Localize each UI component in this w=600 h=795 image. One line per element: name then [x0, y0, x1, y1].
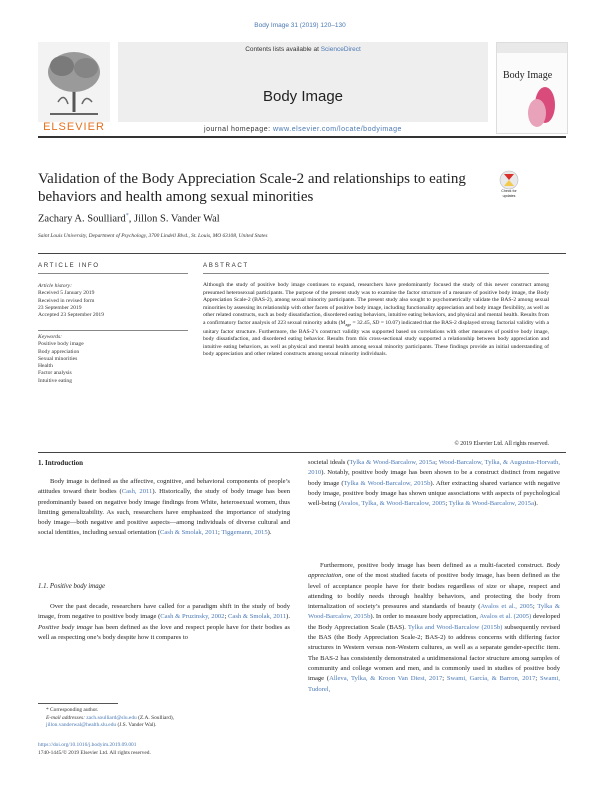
citation-link[interactable]: Tylka & Wood-Barcalow, 2015a — [349, 459, 436, 466]
journal-header-box — [118, 42, 488, 122]
citation-link[interactable]: Avalos, Tylka, & Wood-Barcalow, 2005 — [340, 500, 446, 508]
abstract-part: = 32.45, — [351, 319, 373, 326]
citation-link[interactable]: Tylka & Wood-Barcalow, 2015a — [448, 500, 535, 508]
citation-link[interactable]: Alleva, Tylka, & Kroon Van Diest, 2017 — [329, 675, 443, 683]
email-line-2 — [38, 722, 298, 730]
text: Body image is defined as the affective, cognitive, and behavioral components of people’s attitudes toward their bodies ( — [38, 478, 290, 496]
history-item: Received in revised form — [38, 297, 95, 304]
text: ). After extracting shared variance with negative body image, positive body image has shown unique associations with aspects of psychological well-being ( — [308, 479, 560, 508]
email-name-1: (Z.A. Soulliard), — [136, 714, 174, 721]
author-separator: , — [128, 213, 135, 225]
email-label: E-mail addresses: — [46, 714, 87, 721]
text: ). Historically, the study of body image has been predominantly based on negative body image findings from White, heterosexual women, thus limiting generalizability. As such, researchers have emphasized the importance of studying body image—both negative and positive aspects—among individuals of diverse cultural and social identities, including sexual orientation ( — [38, 488, 290, 537]
author-2: Jillon S. Vander Wal — [134, 213, 220, 225]
text: , one of the most studied facets of positive body image, has been defined as the level of acceptance people have for their bodies regardless of size or shape, respect and attending to bodily needs through healthy behaviors, and protecting the body from internalization of society’s pressures and standards of beauty ( — [308, 572, 560, 611]
corresponding-note: * Corresponding author. — [46, 707, 99, 713]
history-item: Accepted 23 September 2019 — [38, 312, 105, 319]
author-list — [38, 213, 220, 225]
footnotes — [38, 707, 298, 730]
text: ). Notably, positive body image has been shown to be a construct distinct from negative body image ( — [308, 469, 560, 487]
text: ; — [435, 459, 439, 466]
abstract-rule — [203, 273, 549, 274]
crossmark-line1: Check for — [501, 189, 517, 193]
abstract-heading: ABSTRACT — [203, 262, 249, 269]
citation-link[interactable]: Tiggemann, 2015 — [221, 529, 268, 537]
text: has been defined as the love and respect people have for their bodies as well as respecting one’s body despite how it compares to — [38, 623, 290, 641]
crossmark-label — [494, 189, 524, 198]
keyword: Body appreciation — [38, 348, 80, 355]
journal-title: Body Image — [262, 88, 344, 105]
info-top-rule — [38, 253, 566, 254]
citation-link[interactable]: Cash & Smolak, 2011 — [228, 613, 287, 621]
text: ; — [445, 500, 449, 508]
text: ; — [224, 613, 228, 621]
text: developed the Body Appreciation Scale (BAS). — [308, 613, 560, 631]
citation-link[interactable]: Swami, Tudorel, — [308, 675, 560, 693]
article-info-rule — [38, 273, 188, 274]
history-label: Article history: — [38, 283, 73, 289]
sciencedirect-link[interactable]: ScienceDirect — [320, 46, 361, 53]
text: ; — [535, 675, 541, 683]
article-info-heading: ARTICLE INFO — [38, 262, 100, 269]
contents-prefix: Contents lists available at — [245, 46, 321, 53]
doi-block — [38, 742, 298, 757]
citation-link[interactable]: Avalos et al., 2005 — [480, 603, 533, 611]
citation-link[interactable]: Cash, 2011 — [121, 488, 153, 496]
text: ). In order to measure body appreciation, — [370, 613, 480, 621]
abstract-sd: SD — [372, 319, 380, 326]
intro-paragraph-1 — [38, 477, 290, 539]
text: ; — [217, 529, 222, 537]
abstract-part: Although the study of positive body image continues to expand, researchers have predominantly focused the study of this newer construct among presumed heterosexual participants. The purpose of the present study was to examine the factor structure of a measure of positive body image, the Body Appreciation Scale-2 (BAS-2), among sexual minority participants. The present study also sought to psychometrically validate the BAS-2 among sexual minorities by assessing its relationship with other facets of positive body image, including functionality appreciation and body image flexibility, as well as other related constructs, such as body dissatisfaction, disordered eating behaviors, intuitive eating behaviors, and physical and mental health. Results from a confirmatory factor analysis of 223 sexual minority adults (M — [203, 282, 549, 326]
citation-link[interactable]: Tylka & Wood-Barcalow, 2015b — [308, 603, 561, 621]
history-item: 23 September 2019 — [38, 304, 82, 311]
citation-link[interactable]: Wood-Barcalow, Tylka, & Augustus-Horvath, 2010 — [308, 459, 560, 477]
email-link-2[interactable]: jillon.vanderwal@health.slu.edu — [46, 722, 117, 728]
abstract-part: = 10.07) indicated that the BAS-2 displayed strong factorial validity with a unitary factor structure. Furthermore, the BAS-2’s construct validity was supported based on correlations with other measures of positive body image, body dissatisfaction, and disordered eating behavior. Results from this cross-sectional study supported a relationship between body appreciation and intuitive eating behaviors, as well as physical and mental health among sexual minority participants. These findings provide an initial understanding of body appreciation and other related constructs among sexual minority individuals. — [203, 319, 549, 358]
keywords-rule — [38, 330, 188, 331]
citation-link[interactable]: Cash & Smolak, 2011 — [159, 529, 218, 537]
article-history — [38, 283, 188, 319]
text: ; — [532, 603, 538, 611]
emphasis: Positive body image — [38, 623, 93, 631]
corresponding-author-mark[interactable]: * — [125, 213, 129, 219]
text: ). — [534, 500, 538, 508]
abstract-copyright: © 2019 Elsevier Ltd. All rights reserved. — [454, 441, 549, 447]
journal-cover-thumbnail — [496, 42, 568, 134]
text: subsequently revised the BAS (the Body Appreciation Scale-2; BAS-2) to address concerns with differing factor structures in Western versus non-Western cultures, as well as a separate gender-specific item. The BAS-2 has consistently demonstrated a unidimensional factor structure among samples of community and college women and men, and is commonly used in studies of positive body image ( — [308, 623, 560, 683]
email-link-1[interactable]: zach.soulliard@slu.edu — [86, 714, 137, 721]
abstract-text — [203, 282, 549, 359]
citation-link[interactable]: Tylka & Wood-Barcalow, 2015b — [343, 479, 431, 487]
issn-line: 1740-1445/© 2019 Elsevier Ltd. All rights reserved. — [38, 749, 151, 756]
citation-link[interactable]: Tylka and Wood-Barcalow (2015b) — [407, 623, 503, 631]
keyword: Sexual minorities — [38, 355, 78, 362]
right-paragraph-1 — [308, 458, 560, 509]
abstract-bottom-rule — [38, 452, 566, 453]
citation-link[interactable]: Swami, García, & Barron, 2017 — [446, 675, 536, 683]
keywords — [38, 334, 188, 385]
text: Over the past decade, researchers have called for a paradigm shift in the study of body image, from negative to positive body image ( — [38, 603, 290, 621]
email-name-2: (J.S. Vander Wal). — [116, 722, 157, 728]
author-1: Zachary A. Soulliard — [38, 213, 126, 225]
keyword: Intuitive eating — [38, 377, 73, 384]
history-item: Received 5 January 2019 — [38, 290, 95, 297]
elsevier-wordmark: ELSEVIER — [43, 121, 105, 133]
citation-link[interactable]: Avalos et al. (2005) — [479, 613, 532, 621]
header-rule — [38, 136, 566, 138]
homepage-label: journal homepage: — [204, 126, 273, 133]
affiliation: Saint Louis University, Department of Psychology, 3700 Lindell Blvd., St. Louis, MO 63108, United States — [38, 233, 268, 239]
text: ). — [267, 529, 272, 537]
email-line — [38, 715, 298, 723]
text: Furthermore, positive body image has been defined as a multi-faceted construct. — [320, 562, 547, 569]
keyword: Health — [38, 363, 53, 370]
emphasis: Body appreciation — [308, 562, 560, 580]
crossmark-line2: updates — [502, 193, 516, 198]
elsevier-tree-logo — [38, 42, 110, 122]
keyword: Factor analysis — [38, 370, 72, 377]
intro-paragraph-2 — [38, 602, 290, 643]
homepage-link[interactable]: www.elsevier.com/locate/bodyimage — [272, 126, 402, 133]
journal-homepage — [118, 126, 488, 133]
footnote-rule — [38, 703, 118, 704]
journal-citation[interactable]: Body Image 31 (2019) 120–130 — [254, 22, 346, 29]
text: ; — [442, 675, 447, 683]
keywords-label: Keywords: — [38, 334, 63, 340]
abstract-sub: age — [345, 322, 352, 328]
text: societal ideals ( — [308, 459, 350, 466]
keyword: Positive body image — [38, 341, 84, 348]
subsection-heading-positive-body-image: 1.1. Positive body image — [38, 583, 106, 590]
section-heading-introduction: 1. Introduction — [38, 459, 83, 467]
crossmark-icon[interactable] — [494, 170, 524, 206]
cover-title: Body Image — [503, 70, 553, 81]
citation-link[interactable]: Cash & Pruzinsky, 2002 — [160, 613, 225, 621]
doi-link[interactable]: https://doi.org/10.1016/j.bodyim.2019.09.001 — [38, 742, 137, 748]
contents-line — [118, 46, 488, 53]
text: ). — [286, 613, 290, 621]
paper-title: Validation of the Body Appreciation Scale-2 and relationships to eating behaviors and health among sexual minorities — [38, 171, 466, 205]
right-paragraph-2 — [308, 561, 560, 695]
